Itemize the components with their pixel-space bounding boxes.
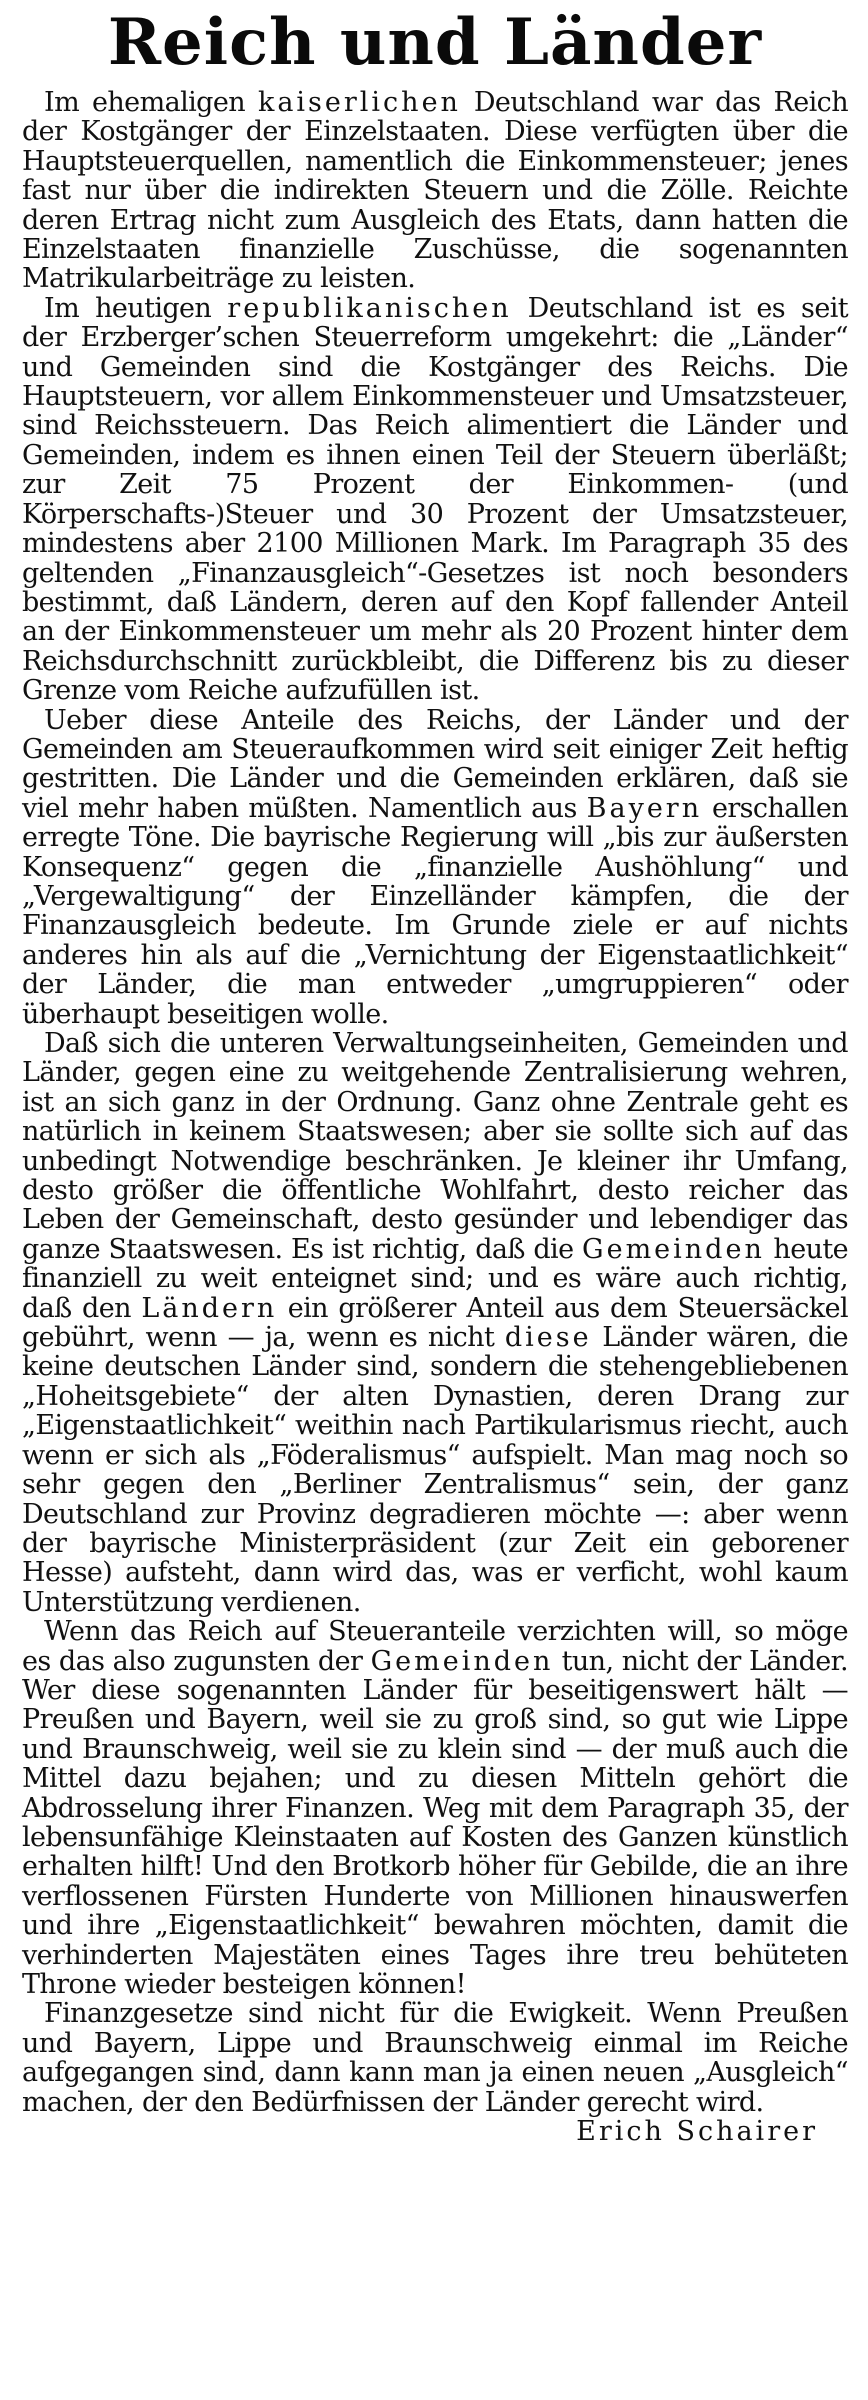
article-paragraph xyxy=(22,88,848,294)
paragraph-text: Ueber diese Anteile des Reichs, der Länder und der Gemeinden am Steueraufkommen wird seit einiger Zeit heftig gestritten. Die Länder und die Gemeinden erklären, daß sie viel mehr haben müßten. Namentlich aus xyxy=(22,704,848,824)
paragraph-text: tun, nicht der Länder. Wer diese sogenannten Länder für beseitigenswert hält — Preußen und Bayern, weil sie zu groß sind, so gut wie Lippe und Braunschweig, weil sie zu klein sind — der muß auch die Mittel dazu bejahen; und zu diesen Mitteln gehört die Abdrosselung ihrer Finanzen. Weg mit dem Paragraph 35, der lebensunfähige Kleinstaaten auf Kosten des Ganzen künstlich erhalten hilft! Und den Brotkorb höher für Gebilde, die an ihre verflossenen Fürsten Hunderte von Millionen hinauswerfen und ihre „Eigenstaatlichkeit“ bewahren möchten, damit die verhinderten Majestäten eines Tages ihre treu behüteten Throne wieder besteigen können! xyxy=(22,1645,848,2000)
emphasized-text: republikanischen xyxy=(227,292,512,324)
paragraph-text: Im ehemaligen xyxy=(44,87,258,118)
paragraph-text: Deutschland war das Reich der Kostgänger der Einzelstaaten. Diese verfügten über die Hauptsteuerquellen, namentlich die Einkommensteuer; jenes fast nur über die indirekten Steuern und die Zölle. Reichte deren Ertrag nicht zum Ausgleich des Etats, dann hatten die Einzelstaaten finanzielle Zuschüsse, die sogenannten Matrikularbeiträge zu leisten. xyxy=(22,87,848,295)
paragraph-text: Im heutigen xyxy=(44,292,228,324)
headline: Reich und Länder xyxy=(107,5,763,80)
emphasized-text: Ländern xyxy=(141,1292,278,1324)
paragraph-text: ein größerer Anteil aus dem Steuersäckel gebührt, wenn — ja, wenn es nicht xyxy=(22,1292,848,1354)
article-body xyxy=(22,88,848,2117)
article-paragraph xyxy=(22,1999,848,2117)
article-paragraph xyxy=(22,294,848,706)
article-paragraph xyxy=(22,706,848,1029)
emphasized-text: Gemeinden xyxy=(582,1233,765,1265)
paragraph-text: Deutschland ist es seit der Erzberger’schen Steuerreform umgekehrt: die „Länder“ und Gemeinden sind die Kostgänger des Reichs. Die Hauptsteuern, vor allem Einkommensteuer und Umsatzsteuer, sind Reichssteuern. Das Reich alimentiert die Länder und Gemeinden, indem es ihnen einen Teil der Steuern überläßt; zur Zeit 75 Prozent der Einkommen- (und Körperschafts-)Steuer und 30 Prozent der Umsatzsteuer, mindestens aber 2100 Millionen Mark. Im Paragraph 35 des geltenden „Finanzausgleich“-Gesetzes ist noch besonders bestimmt, daß Ländern, deren auf den Kopf fallender Anteil an der Einkommensteuer um mehr als 20 Prozent hinter dem Reichsdurchschnitt zurückbleibt, die Differenz bis zu dieser Grenze vom Reiche aufzufüllen ist. xyxy=(22,292,848,707)
emphasized-text: kaiserlichen xyxy=(257,87,461,118)
paragraph-text: Finanzgesetze sind nicht für die Ewigkeit. Wenn Preußen und Bayern, Lippe und Braunschweig einmal im Reiche aufgegangen sind, dann kann man ja einen neuen „Ausgleich“ machen, der den Bedürfnissen der Länder gerecht wird. xyxy=(22,1998,848,2118)
paragraph-text: heute finanziell zu weit enteignet sind; und es wäre auch richtig, daß den xyxy=(22,1233,848,1324)
emphasized-text: Bayern xyxy=(586,792,703,824)
emphasized-text: Gemeinden xyxy=(370,1645,554,1677)
paragraph-text: Länder wären, die keine deutschen Länder sind, sondern die stehengebliebenen „Hoheitsgebiete“ der alten Dynastien, deren Drang zur „Eigenstaatlichkeit“ weithin nach Partikularismus riecht, auch wenn er sich als „Föderalismus“ aufspielt. Man mag noch so sehr gegen den „Berliner Zentralismus“ sein, der ganz Deutschland zur Provinz degradieren möchte —: aber wenn der bayrische Ministerpräsident (zur Zeit ein geborener Hesse) aufsteht, dann wird das, was er verficht, wohl kaum Unterstützung verdienen. xyxy=(22,1322,848,1618)
emphasized-text: diese xyxy=(504,1322,592,1354)
paragraph-text: Daß sich die unteren Verwaltungseinheiten, Gemeinden und Länder, gegen eine zu weitgehende Zentralisierung wehren, ist an sich ganz in der Ordnung. Ganz ohne Zentrale geht es natürlich in keinem Staatswesen; aber sie sollte sich auf das unbedingt Notwendige beschränken. Je kleiner ihr Umfang, desto größer die öffentliche Wohlfahrt, desto reicher das Leben der Gemeinschaft, desto gesünder und lebendiger das ganze Staatswesen. Es ist richtig, daß die xyxy=(22,1028,848,1265)
paragraph-text: erschallen erregte Töne. Die bayrische Regierung will „bis zur äußersten Konsequenz“ gegen die „finanzielle Aushöhlung“ und „Vergewaltigung“ der Einzelländer kämpfen, die der Finanzausgleich bedeute. Im Grunde ziele er auf nichts anderes hin als auf die „Vernichtung der Eigenstaatlichkeit“ der Länder, die man entweder „umgruppieren“ oder überhaupt beseitigen wolle. xyxy=(22,792,848,1030)
author-signature: Erich Schairer xyxy=(576,2116,818,2148)
article-paragraph xyxy=(22,1029,848,1617)
paragraph-text: Wenn das Reich auf Steueranteile verzichten will, so möge es das also zugunsten der xyxy=(22,1616,848,1677)
article-paragraph xyxy=(22,1617,848,1999)
